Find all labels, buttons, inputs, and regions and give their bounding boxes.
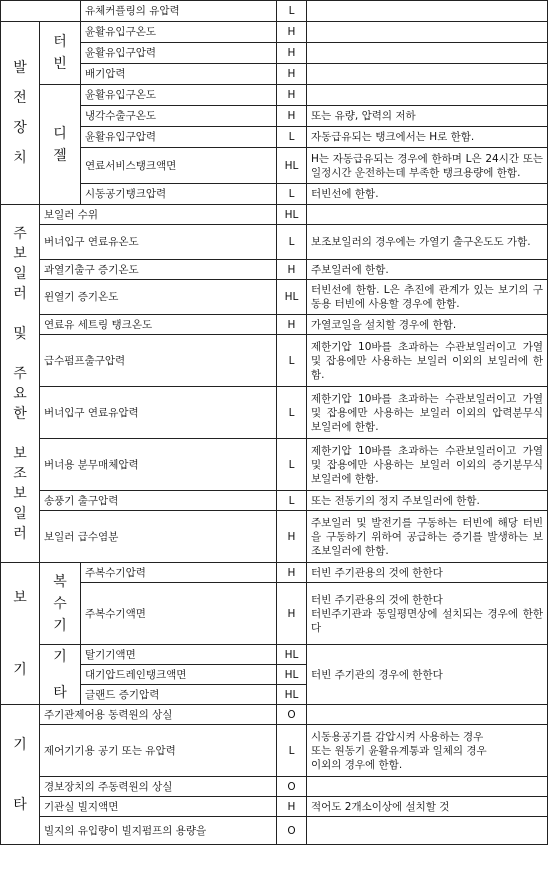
- item-cell: 유체커플링의 유압력: [81, 1, 277, 22]
- level-cell: HL: [277, 205, 307, 225]
- item-cell: 버너입구 연료유온도: [40, 225, 277, 260]
- item-cell: 윈열기 증기온도: [40, 280, 277, 315]
- table-row: [1, 43, 548, 64]
- subgroup-cell-condenser: 복 수 기: [40, 563, 81, 645]
- remark-cell: 또는 유량, 압력의 저하: [307, 106, 548, 127]
- level-cell: HL: [277, 280, 307, 315]
- item-cell: 급수펌프출구압력: [40, 335, 277, 387]
- item-cell: 송풍기 출구압력: [40, 491, 277, 511]
- level-cell: HL: [277, 148, 307, 184]
- item-cell: 주기관제어용 동력원의 상실: [40, 705, 277, 725]
- remark-cell: [307, 777, 548, 797]
- item-cell: 버너입구 연료유압력: [40, 387, 277, 439]
- remark-cell: [307, 205, 548, 225]
- group-cell: [1, 1, 81, 22]
- level-cell: H: [277, 260, 307, 280]
- item-cell: 경보장치의 주동력원의 상실: [40, 777, 277, 797]
- remark-cell: H는 자동급유되는 경우에 한하며 L은 24시간 또는 일정시간 운전하는데 부족한 탱크용량에 한함.: [307, 148, 548, 184]
- level-cell: L: [277, 225, 307, 260]
- subgroup-cell-other-aux: 기 타: [40, 645, 81, 705]
- level-cell: H: [277, 106, 307, 127]
- level-cell: H: [277, 511, 307, 563]
- level-cell: L: [277, 184, 307, 205]
- table-row: [1, 22, 548, 43]
- remark-cell: 터빈선에 한함. L은 추진에 관계가 있는 보기의 구동용 터빈에 사용할 경우에 한함.: [307, 280, 548, 315]
- table-row: [1, 439, 548, 491]
- item-cell: 글랜드 증기압력: [81, 685, 277, 705]
- remark-cell: 보조보일러의 경우에는 가열기 출구온도도 가함.: [307, 225, 548, 260]
- item-cell: 버너용 분무매체압력: [40, 439, 277, 491]
- level-cell: O: [277, 705, 307, 725]
- group-cell-other: 기 타: [1, 705, 40, 845]
- item-cell: 연료서비스탱크액면: [81, 148, 277, 184]
- level-cell: H: [277, 563, 307, 583]
- table-row: [1, 280, 548, 315]
- item-cell: 주복수기액면: [81, 583, 277, 645]
- remark-cell: 제한기압 10바를 초과하는 수관보일러이고 가열 및 잡용에만 사용하는 보일러 이외의 증기분무식 보일러에 한함.: [307, 439, 548, 491]
- level-cell: L: [277, 439, 307, 491]
- item-cell: 시동공기탱크압력: [81, 184, 277, 205]
- level-cell: HL: [277, 685, 307, 705]
- group-cell-auxiliary: 보 기: [1, 563, 40, 705]
- remark-cell: 자동급유되는 탱크에서는 H로 한함.: [307, 127, 548, 148]
- item-cell: 윤활유입구온도: [81, 22, 277, 43]
- level-cell: H: [277, 43, 307, 64]
- table-row: [1, 705, 548, 725]
- item-cell: 윤활유입구압력: [81, 43, 277, 64]
- remark-cell: 터빈선에 한함.: [307, 184, 548, 205]
- item-cell: 보일러 수위: [40, 205, 277, 225]
- table-row: [1, 205, 548, 225]
- item-cell: 제어기기용 공기 또는 유압력: [40, 725, 277, 777]
- remark-cell: 제한기압 10바를 초과하는 수관보일러이고 가열 및 잡용에만 사용하는 보일러 이외의 압력분무식 보일러에 한함.: [307, 387, 548, 439]
- remark-cell: [307, 1, 548, 22]
- remark-cell: 주보일러에 한함.: [307, 260, 548, 280]
- level-cell: HL: [277, 645, 307, 665]
- level-cell: H: [277, 797, 307, 817]
- item-cell: 기관실 빌지액면: [40, 797, 277, 817]
- subgroup-cell-diesel: 디 젤: [40, 85, 81, 205]
- level-cell: L: [277, 491, 307, 511]
- group-cell-power-generator: 발 전 장 치: [1, 22, 40, 205]
- remark-cell: [307, 43, 548, 64]
- table-row: [1, 184, 548, 205]
- level-cell: H: [277, 583, 307, 645]
- remark-cell: 주보일러 및 발전기를 구동하는 터빈에 해당 터빈을 구동하기 위하여 공급하는 증기를 발생하는 보조보일러에 한함.: [307, 511, 548, 563]
- level-cell: L: [277, 1, 307, 22]
- level-cell: H: [277, 315, 307, 335]
- remark-cell: 또는 전동기의 정지 주보일러에 한함.: [307, 491, 548, 511]
- level-cell: L: [277, 725, 307, 777]
- level-cell: H: [277, 22, 307, 43]
- level-cell: L: [277, 387, 307, 439]
- subgroup-cell-turbine: 터 빈: [40, 22, 81, 85]
- item-cell: 과열기출구 증기온도: [40, 260, 277, 280]
- level-cell: H: [277, 85, 307, 106]
- remark-cell: [307, 705, 548, 725]
- table-row: [1, 491, 548, 511]
- remark-cell: 시동용공기를 감압시켜 사용하는 경우 또는 원동기 윤활유계통과 일체의 경우 이외의 경우에 한함.: [307, 725, 548, 777]
- remark-cell: [307, 817, 548, 845]
- remark-cell: [307, 22, 548, 43]
- remark-cell: 터빈 주기관용의 것에 한한다: [307, 563, 548, 583]
- level-cell: HL: [277, 665, 307, 685]
- item-cell: 윤활유입구압력: [81, 127, 277, 148]
- table-row: [1, 335, 548, 387]
- level-cell: O: [277, 817, 307, 845]
- item-cell: 보일러 급수염분: [40, 511, 277, 563]
- item-cell: 빌지의 유입량이 빌지펌프의 용량을: [40, 817, 277, 845]
- level-cell: L: [277, 127, 307, 148]
- item-cell: 냉각수출구온도: [81, 106, 277, 127]
- item-cell: 배기압력: [81, 64, 277, 85]
- item-cell: 탈기기액면: [81, 645, 277, 665]
- table-row: [1, 1, 548, 22]
- table-row: [1, 260, 548, 280]
- level-cell: O: [277, 777, 307, 797]
- table-row: [1, 64, 548, 85]
- table-row: [1, 127, 548, 148]
- item-cell: 연료유 세트링 탱크온도: [40, 315, 277, 335]
- table-row: [1, 725, 548, 777]
- table-row: [1, 106, 548, 127]
- table-row: [1, 315, 548, 335]
- item-cell: 대기압드레인탱크액면: [81, 665, 277, 685]
- group-cell-boiler: 주 보 일 러 및 주 요 한 보 조 보 일 러: [1, 205, 40, 563]
- level-cell: L: [277, 335, 307, 387]
- remark-cell: [307, 85, 548, 106]
- item-cell: 주복수기압력: [81, 563, 277, 583]
- table-row: [1, 797, 548, 817]
- table-row: [1, 563, 548, 583]
- remark-cell: [307, 64, 548, 85]
- remark-cell: 터빈 주기관용의 것에 한한다 터빈주기관과 동일평면상에 설치되는 경우에 한한다: [307, 583, 548, 645]
- table-row: [1, 387, 548, 439]
- table-row: [1, 777, 548, 797]
- item-cell: 윤활유입구온도: [81, 85, 277, 106]
- remark-cell: 적어도 2개소이상에 설치할 것: [307, 797, 548, 817]
- remark-cell-shared: 터빈 주기관의 경우에 한한다: [307, 645, 548, 705]
- level-cell: H: [277, 64, 307, 85]
- table-row: [1, 85, 548, 106]
- table-row: [1, 583, 548, 645]
- table-row: [1, 225, 548, 260]
- table-row: [1, 645, 548, 665]
- table-row: [1, 511, 548, 563]
- remark-cell: 가열코일을 설치할 경우에 한함.: [307, 315, 548, 335]
- table-row: [1, 817, 548, 845]
- table-row: [1, 148, 548, 184]
- remark-cell: 제한기압 10바를 초과하는 수관보일러이고 가열 및 잡용에만 사용하는 보일러 이외의 보일러에 한함.: [307, 335, 548, 387]
